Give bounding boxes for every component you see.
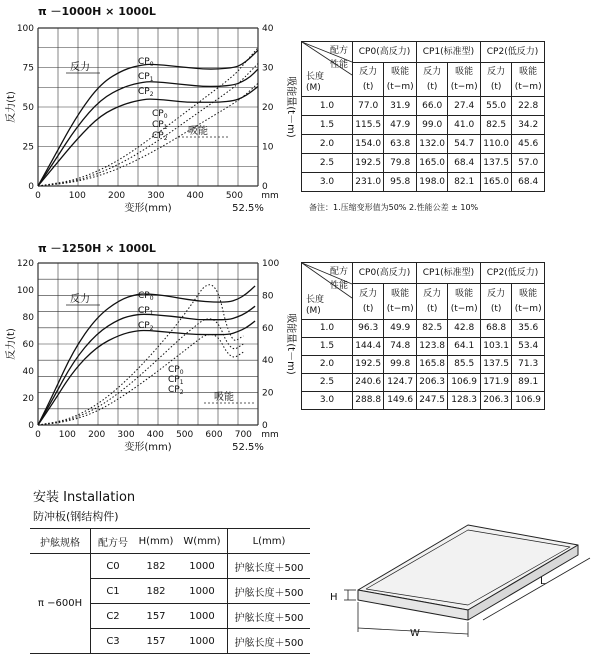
energy-tag: 吸能 [188, 126, 208, 137]
install-table [30, 528, 310, 654]
plate-diagram [318, 510, 598, 640]
energy-tag: 吸能 [214, 392, 234, 403]
x-axis-title: 变形(mm) [124, 442, 172, 453]
x-tick-label: 0 [35, 191, 41, 201]
series-line-5 [38, 334, 243, 425]
x-unit-label: mm [261, 430, 279, 440]
table1-sub-force-unit: (t) [426, 81, 438, 92]
x-unit-label: mm [261, 191, 279, 201]
table-row: π −600H C0 182 1000 护舷长度＋500 [30, 554, 310, 579]
percent-note: 52.5% [232, 203, 264, 214]
x-tick-label: 500 [176, 430, 194, 440]
chart2-labels [4, 259, 298, 453]
table2-hdr-m: (M) [306, 306, 321, 316]
y-right-tick-label: 0 [262, 421, 268, 431]
install-title: 安装 Installation [33, 490, 136, 505]
x-tick-label: 400 [146, 430, 164, 440]
x-tick-label: 300 [117, 430, 135, 440]
chart2 [0, 250, 296, 455]
table1-group-cp2: CP2(低反力) [480, 42, 544, 63]
series-line-2 [38, 321, 255, 425]
y-right-tick-label: 20 [262, 388, 274, 399]
table2-sub-energy-unit: (t−m) [514, 303, 542, 314]
y-right-tick-label: 80 [262, 291, 274, 302]
y-left-tick-label: 50 [22, 103, 34, 113]
force-curve-label: $CP_0$ [138, 57, 154, 68]
table1-diag-header [302, 42, 353, 97]
force-tag: 反力 [70, 62, 90, 73]
table1-sub-energy: 吸能 [519, 66, 538, 77]
table1-hdr-xingneng: 性能 [329, 60, 348, 70]
table1-sub-energy-unit: (t−m) [450, 81, 478, 92]
table2-hdr-changdu: 长度 [306, 295, 325, 305]
table-row: C1 182 1000 护舷长度＋500 [30, 579, 310, 604]
table1-sub-force: 反力 [359, 66, 378, 77]
install-hdr-spec: 护舷规格 [30, 529, 91, 554]
table1-hdr-peifang: 配方 [329, 46, 348, 56]
table1-sub-energy-unit: (t−m) [386, 81, 414, 92]
table1-group-cp0: CP0(高反力) [353, 42, 417, 63]
x-tick-label: 200 [107, 191, 126, 201]
y-right-tick-label: 40 [262, 24, 274, 34]
y-left-tick-label: 40 [22, 367, 34, 377]
y-left-tick-label: 100 [16, 24, 34, 34]
table2-group-cp0: CP0(高反力) [353, 263, 417, 284]
energy-curve-label: $CP_0$ [168, 365, 184, 376]
y-right-axis-title: 吸能量(t－m) [285, 76, 296, 138]
y-right-axis-title: 吸能量(t－m) [285, 313, 296, 375]
install-subtitle: 防冲板(钢结构件) [33, 510, 119, 523]
y-left-axis-title: 反力(t) [6, 328, 17, 360]
spec-table-2 [301, 262, 545, 410]
force-curve-label: $CP_0$ [138, 291, 154, 302]
percent-note: 52.5% [232, 442, 264, 453]
y-right-tick-label: 20 [262, 103, 274, 113]
table-row: 1.5 115.5 47.9 99.0 41.0 82.5 34.2 [302, 116, 545, 135]
table1-sub-energy: 吸能 [455, 66, 474, 77]
table1-sub-energy-unit: (t−m) [514, 81, 542, 92]
y-left-tick-label: 100 [16, 286, 34, 296]
chart1 [0, 12, 296, 217]
y-left-tick-label: 25 [22, 142, 34, 153]
x-tick-label: 100 [58, 430, 76, 440]
table1-sub-force-unit: (t) [490, 81, 502, 92]
y-right-tick-label: 10 [262, 142, 274, 153]
force-curve-label: $CP_1$ [138, 72, 154, 83]
table-row: 3.0 231.0 95.8 198.0 82.1 165.0 68.4 [302, 173, 545, 192]
table2-sub-force-unit: (t) [426, 303, 438, 314]
y-left-axis-title: 反力(t) [6, 91, 17, 123]
x-tick-label: 100 [68, 191, 86, 201]
force-curve-label: $CP_1$ [138, 306, 154, 317]
table-row: 2.0 154.0 63.8 132.0 54.7 110.0 45.6 [302, 135, 545, 154]
y-left-tick-label: 75 [22, 63, 34, 74]
force-curve-label: $CP_2$ [138, 321, 154, 332]
energy-curve-label: $CP_0$ [152, 109, 168, 120]
table2-sub-force: 反力 [359, 288, 378, 299]
y-left-tick-label: 20 [22, 394, 34, 404]
plate-label-l: L [540, 576, 546, 587]
plate-shape [358, 525, 578, 620]
table-row: 1.5 144.4 74.8 123.8 64.1 103.1 53.4 [302, 338, 545, 356]
y-left-tick-label: 60 [22, 340, 34, 350]
energy-curve-label: $CP_2$ [152, 131, 168, 142]
table-row: 2.5 192.5 79.8 165.0 68.4 137.5 57.0 [302, 154, 545, 173]
table2-sub-energy-unit: (t−m) [450, 303, 478, 314]
table2-sub-force-unit: (t) [362, 303, 374, 314]
plate-label-h: H [330, 592, 338, 603]
install-hdr-formula: 配方号 [91, 529, 136, 554]
force-curve-label: $CP_2$ [138, 87, 154, 98]
y-left-tick-label: 0 [28, 182, 34, 192]
table1-group-cp1: CP1(标准型) [416, 42, 480, 63]
y-right-tick-label: 100 [262, 259, 280, 269]
chart1-title: π －1000H × 1000L [38, 5, 156, 18]
table-row: 2.5 240.6 124.7 206.3 106.9 171.9 89.1 [302, 374, 545, 392]
y-right-tick-label: 60 [262, 323, 274, 334]
table2-hdr-peifang: 配方 [329, 267, 348, 277]
table1-sub-energy: 吸能 [391, 66, 410, 77]
x-tick-label: 700 [234, 430, 252, 440]
y-left-tick-label: 0 [28, 421, 34, 431]
energy-curve-label: $CP_1$ [168, 375, 184, 386]
x-tick-label: 500 [225, 191, 244, 201]
chart1-grid [38, 28, 258, 186]
table2-group-cp2: CP2(低反力) [480, 263, 544, 284]
table1-sub-force-unit: (t) [362, 81, 374, 92]
force-tag: 反力 [70, 294, 90, 305]
install-model: π −600H [30, 554, 91, 654]
table2-hdr-xingneng: 性能 [329, 281, 348, 291]
table2-sub-energy: 吸能 [391, 288, 410, 299]
table1-sub-force: 反力 [423, 66, 442, 77]
x-axis-title: 变形(mm) [124, 203, 172, 214]
table2-diag-header [302, 263, 353, 320]
y-right-tick-label: 40 [262, 356, 274, 367]
table1-hdr-changdu: 长度 [306, 72, 325, 82]
table2-sub-energy: 吸能 [519, 288, 538, 299]
plate-label-w: W [410, 628, 420, 639]
table2-sub-energy: 吸能 [455, 288, 474, 299]
energy-curve-label: $CP_1$ [152, 120, 168, 131]
table1-sub-force: 反力 [487, 66, 506, 77]
install-hdr-w: W(mm) [177, 529, 228, 554]
y-right-tick-label: 30 [262, 63, 274, 74]
energy-curve-label: $CP_2$ [168, 385, 184, 396]
table2-sub-energy-unit: (t−m) [386, 303, 414, 314]
x-tick-label: 400 [186, 191, 204, 201]
y-right-tick-label: 0 [262, 182, 268, 192]
table-row: C2 157 1000 护舷长度＋500 [30, 604, 310, 629]
table2-sub-force-unit: (t) [490, 303, 502, 314]
table2-group-cp1: CP1(标准型) [416, 263, 480, 284]
table-row: 3.0 288.8 149.6 247.5 128.3 206.3 106.9 [302, 392, 545, 410]
y-left-tick-label: 80 [22, 313, 34, 323]
install-hdr-h: H(mm) [135, 529, 177, 554]
x-tick-label: 200 [88, 430, 106, 440]
table1-note: 备注：1.压缩变形值为50% 2.性能公差 ± 10% [309, 203, 479, 212]
table2-sub-force: 反力 [423, 288, 442, 299]
table2-sub-force: 反力 [487, 288, 506, 299]
table-row: 1.0 77.0 31.9 66.0 27.4 55.0 22.8 [302, 97, 545, 116]
x-tick-label: 600 [205, 430, 223, 440]
y-left-tick-label: 120 [16, 259, 34, 269]
spec-table-1 [301, 41, 545, 192]
x-tick-label: 0 [35, 430, 41, 440]
table-row: C3 157 1000 护舷长度＋500 [30, 629, 310, 654]
table-row: 2.0 192.5 99.8 165.8 85.5 137.5 71.3 [302, 356, 545, 374]
install-hdr-l: L(mm) [228, 529, 311, 554]
x-tick-label: 300 [147, 191, 165, 201]
table1-hdr-m: (M) [306, 83, 321, 93]
table-row: 1.0 96.3 49.9 82.5 42.8 68.8 35.6 [302, 320, 545, 338]
chart2-title: π －1250H × 1000L [38, 242, 156, 255]
